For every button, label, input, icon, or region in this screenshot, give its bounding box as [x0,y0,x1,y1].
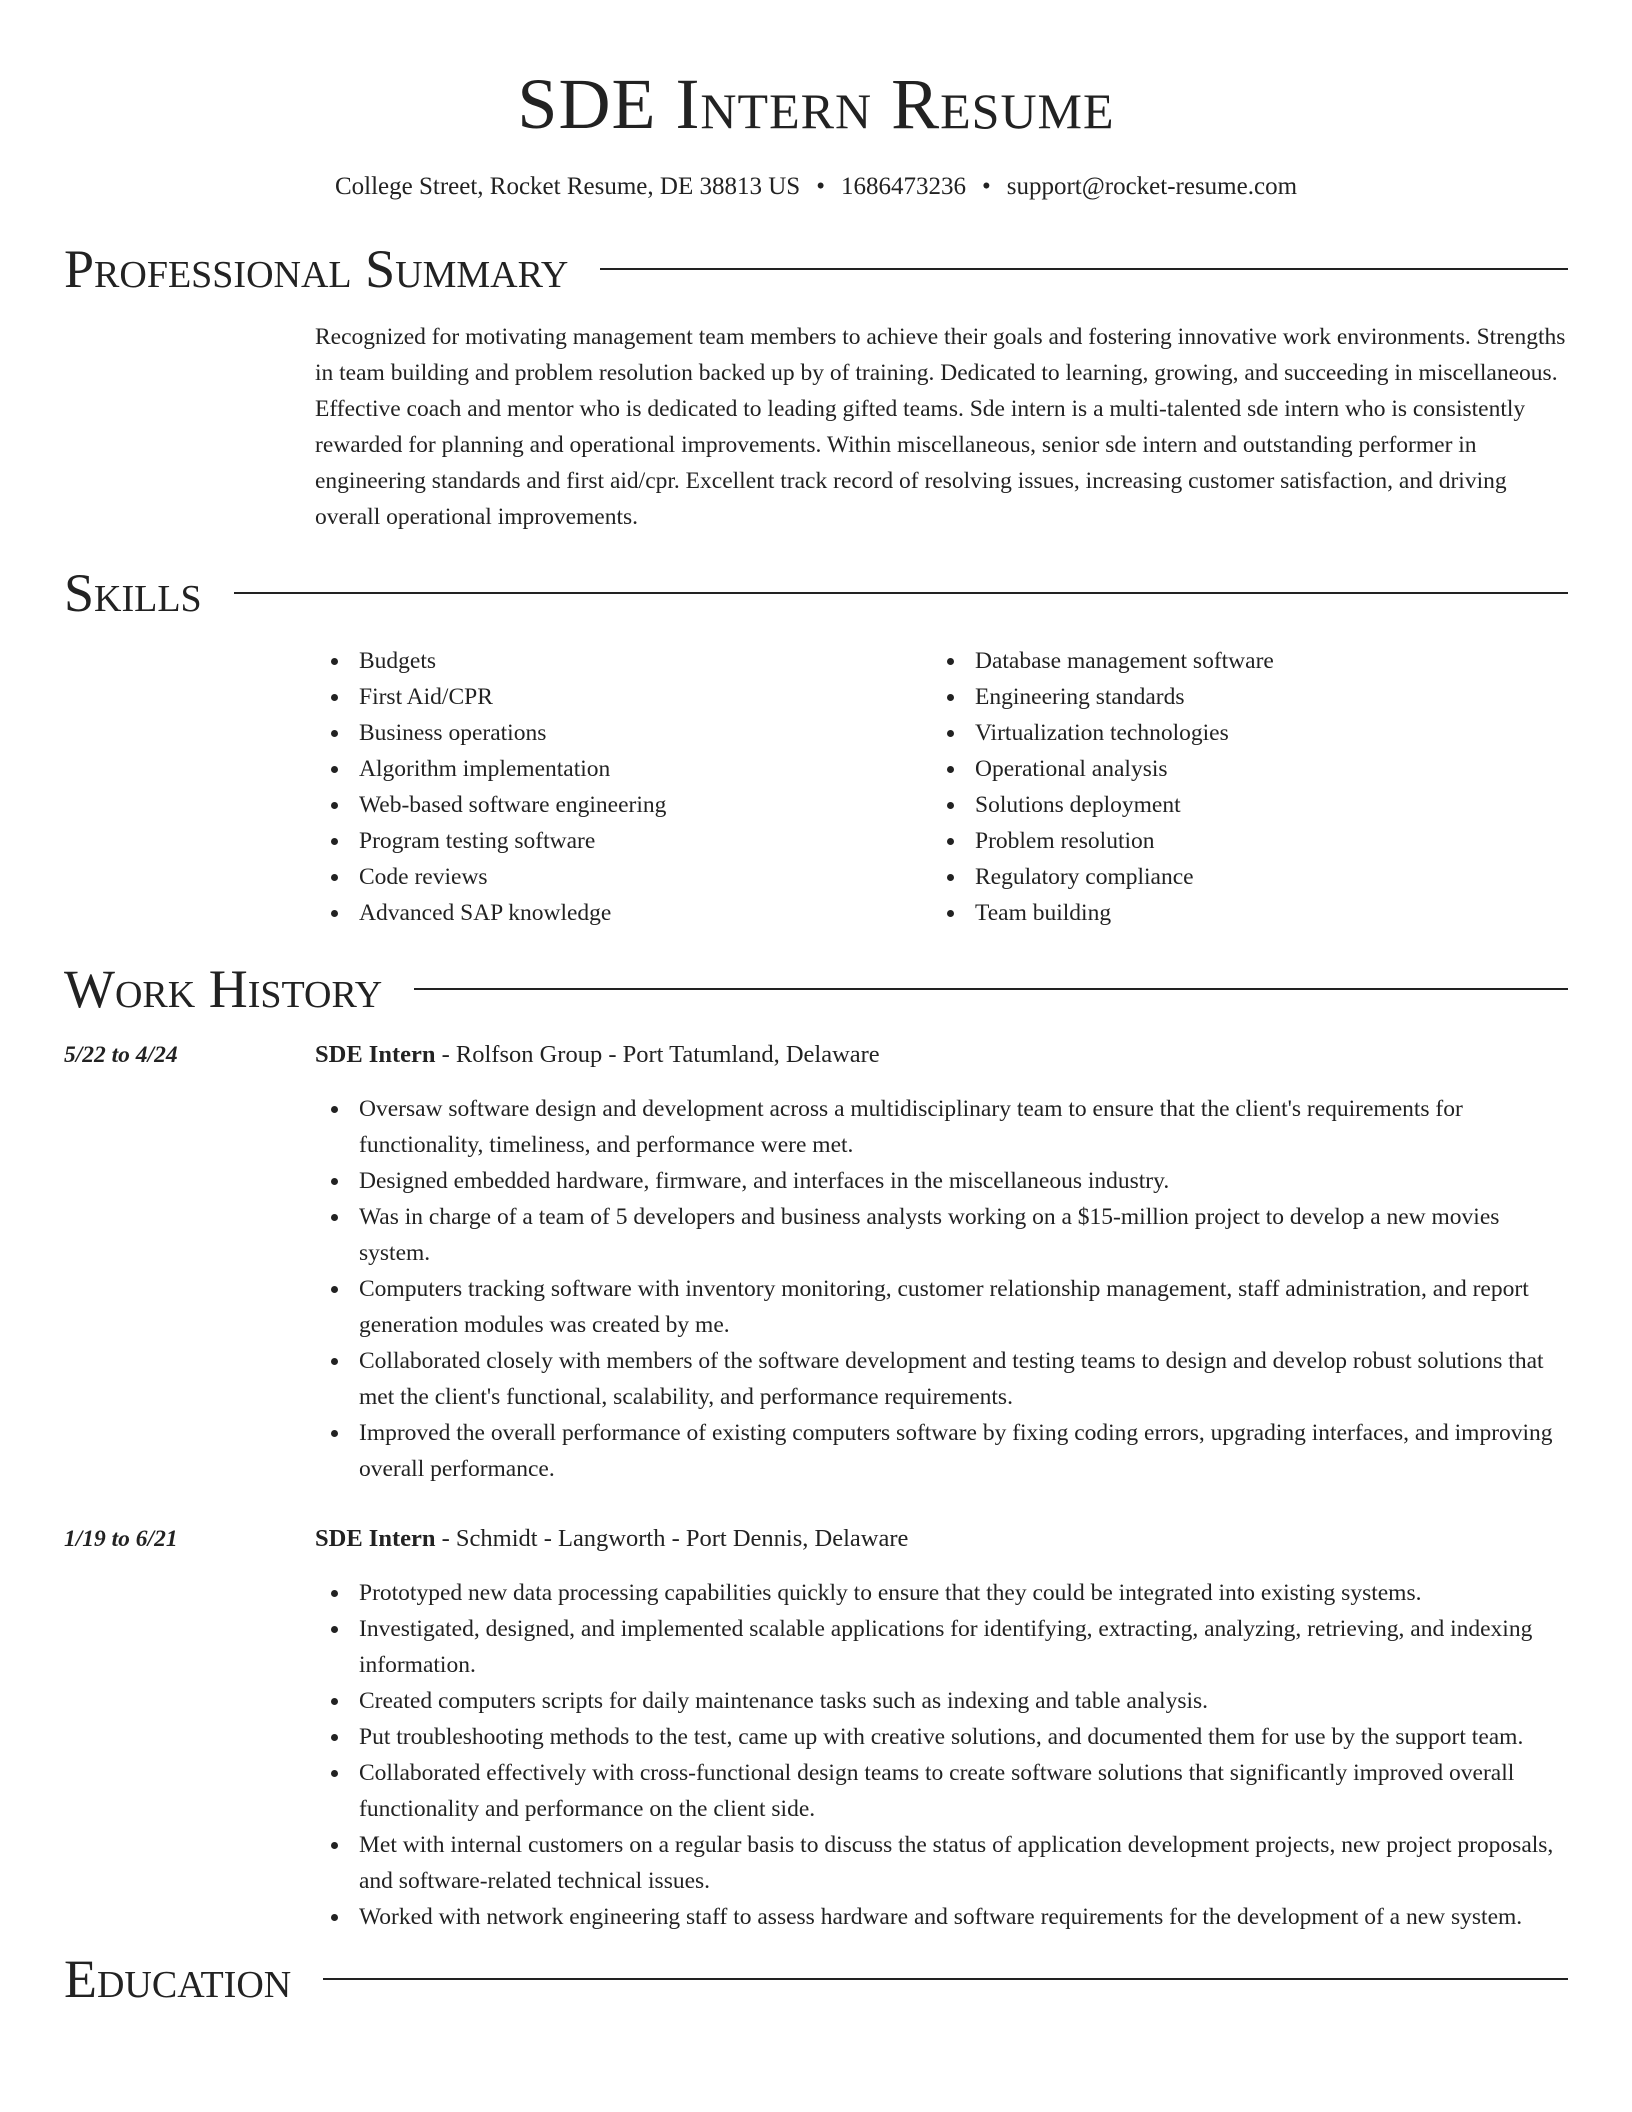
skill-item: Regulatory compliance [931,859,1547,895]
skill-item: Budgets [315,643,931,679]
job-bullet-list [315,1091,1568,1487]
education-heading: Education [64,1949,292,2009]
skill-item: Advanced SAP knowledge [315,895,931,931]
job-bullet: Put troubleshooting methods to the test, came up with creative solutions, and documented them for use by the support team. [315,1719,1568,1755]
work-history-list [64,1037,1568,1935]
skill-item: Algorithm implementation [315,751,931,787]
job-bullet: Investigated, designed, and implemented scalable applications for identifying, extracting, analyzing, retrieving, and indexing information. [315,1611,1568,1683]
skill-item: Engineering standards [931,679,1547,715]
job-title: SDE Intern [315,1041,436,1068]
contact-phone: 1686473236 [840,173,966,200]
job-content [315,1037,1568,1487]
skill-item: Business operations [315,715,931,751]
job-title: SDE Intern [315,1525,436,1552]
job-bullet: Met with internal customers on a regular basis to discuss the status of application development projects, new project proposals, and software-related technical issues. [315,1827,1568,1899]
job-heading [315,1521,1568,1557]
contact-separator: • [981,173,991,200]
job-dates: 5/22 to 4/24 [64,1042,178,1068]
skill-item: Code reviews [315,859,931,895]
section-divider [600,268,1568,270]
section-divider [234,592,1568,594]
contact-line [64,171,1568,203]
contact-email: support@rocket-resume.com [1006,173,1298,200]
skills-list [315,643,1568,931]
skill-item: Web-based software engineering [315,787,931,823]
skill-item: Problem resolution [931,823,1547,859]
summary-heading: Professional Summary [64,239,569,299]
job-employer-location: - Schmidt - Langworth - Port Dennis, Delaware [435,1525,909,1552]
job-bullet: Computers tracking software with inventory monitoring, customer relationship management, staff administration, and report generation modules was created by me. [315,1271,1568,1343]
work-section-header [64,959,1568,1019]
job-employer-location: - Rolfson Group - Port Tatumland, Delaware [435,1041,880,1068]
job-bullet: Oversaw software design and development across a multidisciplinary team to ensure that the client's requirements for functionality, timeliness, and performance were met. [315,1091,1568,1163]
job-content [315,1521,1568,1935]
job-bullet: Collaborated effectively with cross-functional design teams to create software solutions that significantly improved overall functionality and performance on the client side. [315,1755,1568,1827]
skill-item: Solutions deployment [931,787,1547,823]
skill-item: Database management software [931,643,1547,679]
section-divider [414,988,1568,990]
resume-name: SDE Intern Resume [517,64,1115,144]
skill-item: Virtualization technologies [931,715,1547,751]
job-entry [64,1037,1568,1487]
skills-section-header [64,563,1568,623]
job-bullet: Designed embedded hardware, firmware, and interfaces in the miscellaneous industry. [315,1163,1568,1199]
skill-item: First Aid/CPR [315,679,931,715]
job-entry [64,1521,1568,1935]
job-bullet: Collaborated closely with members of the software development and testing teams to design and develop robust solutions that met the client's functional, scalability, and performance requirements. [315,1343,1568,1415]
contact-separator: • [816,173,825,200]
job-heading [315,1037,1568,1073]
job-bullet: Prototyped new data processing capabilities quickly to ensure that they could be integrated into existing systems. [315,1575,1568,1611]
summary-section-header [64,239,1568,299]
summary-text: Recognized for motivating management team members to achieve their goals and fostering innovative work environments. Strengths in team building and problem resolution backed up by of training. Dedicated to learning, growing, and succeeding in miscellaneous. Effective coach and mentor who is dedicated to leading gifted teams. Sde intern is a multi-talented sde intern who is consistently rewarded for planning and operational improvements. Within miscellaneous, senior sde intern and outstanding performer in engineering standards and first aid/cpr. Excellent track record of resolving issues, increasing customer satisfaction, and driving overall operational improvements. [315,324,1566,530]
skill-item: Team building [931,895,1547,931]
work-heading: Work History [64,959,383,1019]
contact-address: College Street, Rocket Resume, DE 38813 US [334,173,801,200]
job-bullet: Worked with network engineering staff to assess hardware and software requirements for the development of a new system. [315,1899,1568,1935]
skill-item: Operational analysis [931,751,1547,787]
job-dates: 1/19 to 6/21 [64,1526,178,1552]
skills-column-left [315,643,931,931]
job-bullet-list [315,1575,1568,1935]
section-divider [323,1978,1568,1980]
skills-column-right [931,643,1547,931]
job-bullet: Improved the overall performance of existing computers software by fixing coding errors, upgrading interfaces, and improving overall performance. [315,1415,1568,1487]
job-bullet: Created computers scripts for daily maintenance tasks such as indexing and table analysis. [315,1683,1568,1719]
job-bullet: Was in charge of a team of 5 developers and business analysts working on a $15-million project to develop a new movies system. [315,1199,1568,1271]
skills-heading: Skills [64,563,202,623]
skill-item: Program testing software [315,823,931,859]
education-section-header [64,1949,1568,2009]
